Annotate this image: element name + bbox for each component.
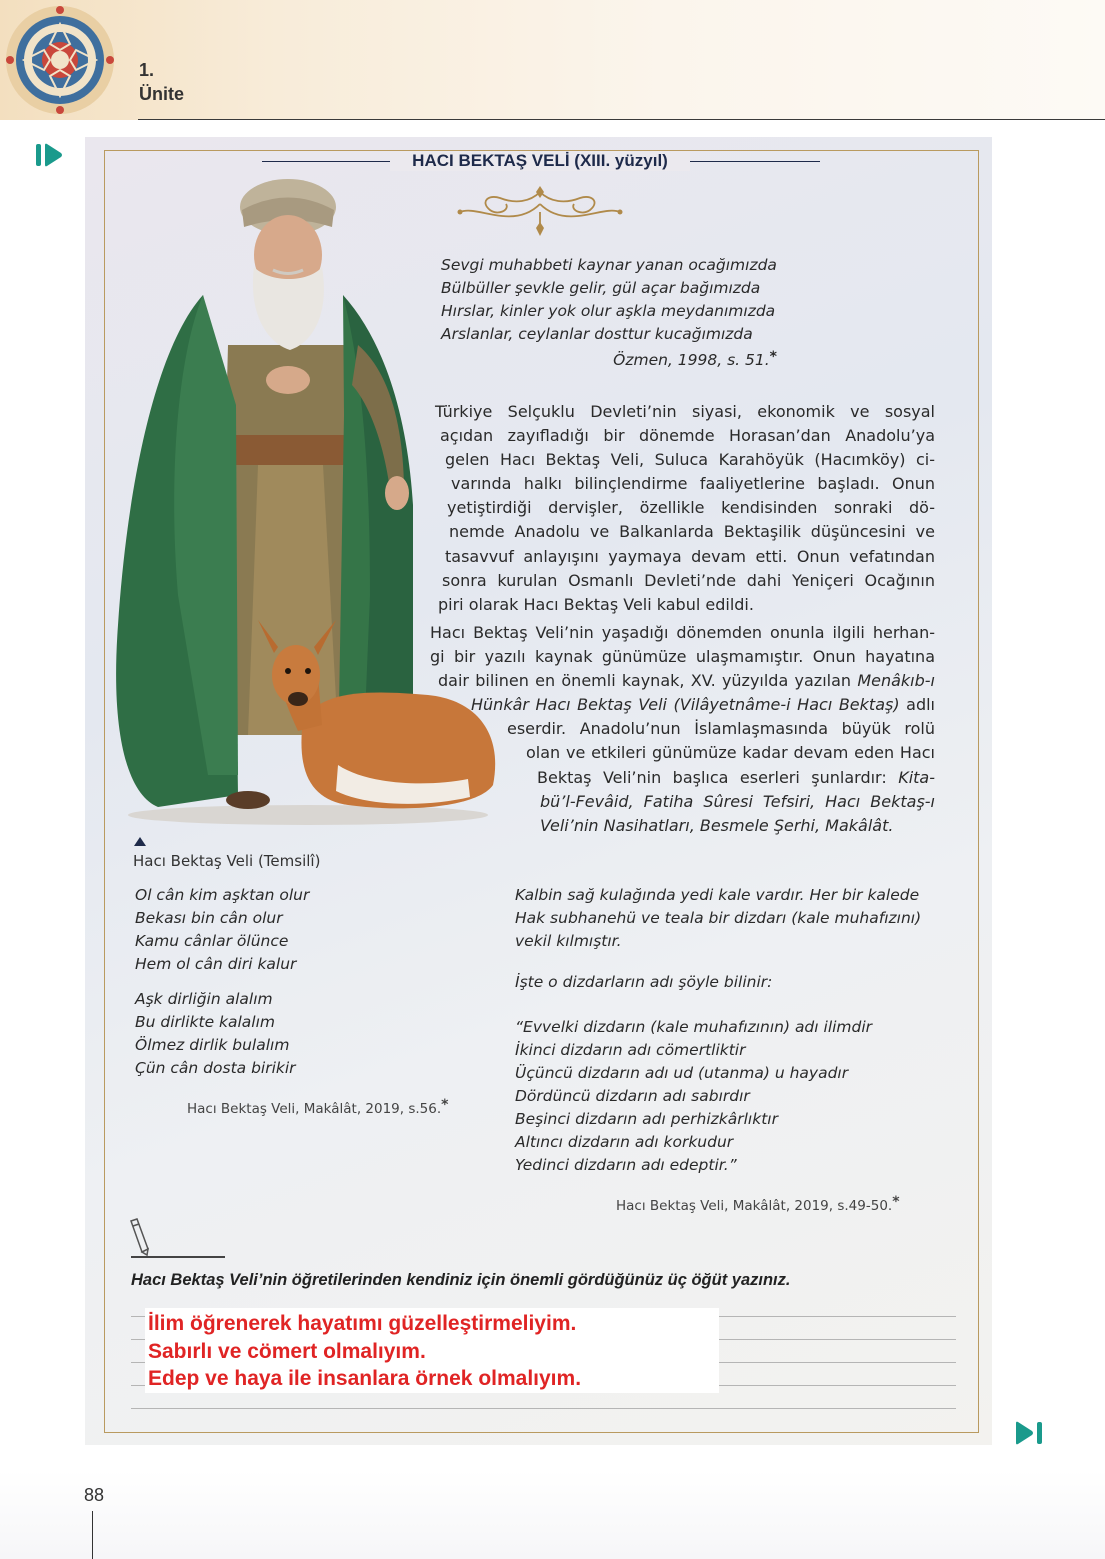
italic-title-run: Kita- <box>898 767 935 787</box>
poem-line: Kamu cânlar ölünce <box>135 932 289 950</box>
footer-band <box>0 1470 1105 1559</box>
paragraph-line: açıdan zayıfladığı bir dönemde Horasan’dan Anadolu’ya <box>440 426 935 446</box>
quote-line: Hak subhanehü ve teala bir dizdarı (kale muhafızını) <box>515 909 922 927</box>
italic-title-run: bü’l-Fevâid, Fatiha Sûresi Tefsiri, Hacı Bektaş-ı <box>540 791 935 811</box>
text-run: dair bilinen en önemli kaynak, XV. yüzyılda yazılan <box>438 671 858 691</box>
poem-line: Sevgi muhabbeti kaynar yanan ocağımızda <box>441 256 777 274</box>
quote-line: Beşinci dizdarın adı perhizkârlıktır <box>515 1110 778 1128</box>
paragraph-line: piri olarak Hacı Bektaş Veli kabul edildi. <box>438 594 754 614</box>
title-rule-right <box>690 161 820 162</box>
quote-line: Kalbin sağ kulağında yedi kale vardır. Her bir kalede <box>515 886 920 904</box>
section-title: HACI BEKTAŞ VELİ (XIII. yüzyıl) <box>390 151 690 171</box>
poem-source <box>441 346 791 372</box>
paragraph-line: gi bir yazılı kaynak günümüze ulaşmamıştır. Onun hayatına <box>430 647 935 667</box>
source-text: Hacı Bektaş Veli, Makâlât, 2019, s.49-50. <box>616 1198 893 1214</box>
poem-line: Çün cân dosta birikir <box>135 1059 296 1077</box>
paragraph-line: tasavvuf anlayışını yaymaya devam etti. Onun vefatından <box>445 546 935 566</box>
quote-line: İkinci dizdarın adı cömertliktir <box>515 1041 746 1059</box>
paragraph-line: sonra kurulan Osmanlı Devleti’nde dahi Yeniçeri Ocağının <box>442 570 935 590</box>
poem-source-text: Özmen, 1998, s. 51. <box>613 351 770 369</box>
quote-gap <box>515 994 945 1016</box>
paragraph-line: Türkiye Selçuklu Devleti’nin siyasi, ekonomik ve sosyal <box>435 402 935 421</box>
quote-line: İşte o dizdarların adı şöyle bilinir: <box>515 973 773 991</box>
poem-line: Bu dirlikte kalalım <box>135 1013 276 1031</box>
caption-triangle-icon <box>134 837 146 846</box>
quote-line: vekil kılmıştır. <box>515 932 622 950</box>
text-run: Bektaş Veli’nin başlıca eserleri şunlardır: <box>537 767 899 787</box>
italic-title-run: Hünkâr Hacı Bektaş Veli (Vilâyetnâme-i Hacı Bektaş) <box>471 695 900 715</box>
paragraph-line <box>540 814 935 838</box>
quote-line: Dördüncü dizdarın adı sabırdır <box>515 1087 750 1105</box>
title-rule-left <box>262 161 392 162</box>
answer-line: Edep ve haya ile insanlara örnek olmalıyım. <box>148 1367 582 1390</box>
paragraph-line: varında halkı bilinçlendirme faaliyetlerine başladı. Onun <box>451 474 935 494</box>
paragraph-line <box>471 693 935 717</box>
stanza-gap <box>135 976 309 988</box>
answer-line: İlim öğrenerek hayatımı güzelleştirmeliyim. <box>148 1312 577 1335</box>
paragraph-line <box>438 669 935 693</box>
poem-line: Hem ol cân diri kalur <box>135 955 297 973</box>
poem-line: Hırslar, kinler yok olur aşkla meydanımızda <box>441 302 776 320</box>
quote-source <box>616 1194 900 1214</box>
page-number-rule <box>92 1511 93 1559</box>
writing-line <box>131 1408 956 1409</box>
paragraph-line: Hacı Bektaş Veli’nin yaşadığı dönemden onunla ilgili herhan- <box>430 623 935 642</box>
page-number: 88 <box>84 1485 105 1505</box>
source-text: Hacı Bektaş Veli, Makâlât, 2019, s.56. <box>187 1101 442 1117</box>
poem-line: Arslanlar, ceylanlar dosttur kucağımızda <box>441 325 753 343</box>
answer-line: Sabırlı ve cömert olmalıyım. <box>148 1339 426 1363</box>
quote-line: “Evvelki dizdarın (kale muhafızının) adı ilimdir <box>515 1018 873 1036</box>
unit-label: Ünite <box>139 84 184 104</box>
paragraph-line: eserdir. Anadolu’nun İslamlaşmasında büyük rolü <box>507 719 935 739</box>
paragraph-line: yetiştirdiği dervişler, özellikle kendisinden sonraki dö- <box>447 498 935 518</box>
paragraph-sources <box>430 621 935 838</box>
ornamental-medallion-icon <box>4 4 116 116</box>
pencil-underline <box>131 1256 225 1258</box>
poem-line: Bekası bin cân olur <box>135 909 283 927</box>
top-poem <box>441 254 791 372</box>
poem-line: Aşk dirliğin alalım <box>135 990 273 1008</box>
makalat-quote <box>515 884 945 1177</box>
image-caption: Hacı Bektaş Veli (Temsilî) <box>133 852 321 870</box>
paragraph-line: nemde Anadolu ve Balkanlarda Bektaşilik düşüncesini ve <box>449 522 935 542</box>
bottom-poem-source <box>187 1097 448 1117</box>
text-run: adlı <box>899 695 935 715</box>
paragraph-history <box>435 400 935 617</box>
paragraph-line <box>537 766 935 790</box>
paragraph-line <box>540 790 935 814</box>
header-divider <box>138 119 1105 120</box>
pencil-icon <box>128 1217 154 1257</box>
quote-line: Yedinci dizdarın adı edeptir.” <box>515 1156 737 1174</box>
section-end-icon <box>1014 1420 1044 1446</box>
unit-number: 1. <box>139 60 155 80</box>
bottom-poem <box>135 884 309 1080</box>
italic-title-run: Menâkıb-ı <box>857 671 935 691</box>
activity-question: Hacı Bektaş Veli’nin öğretilerinden kendiniz için önemli gördüğünüz üç öğüt yazınız. <box>131 1271 791 1289</box>
quote-line: Altıncı dizdarın adı korkudur <box>515 1133 734 1151</box>
paragraph-line: olan ve etkileri günümüze kadar devam eden Hacı <box>526 743 935 763</box>
poem-line: Bülbüller şevkle gelir, gül açar bağımızda <box>441 279 761 297</box>
quote-gap <box>515 953 945 971</box>
poem-line: Ol cân kim aşktan olur <box>135 886 310 904</box>
answer-box[interactable] <box>145 1308 719 1393</box>
italic-title-run: Veli’nin Nasihatları, Besmele Şerhi, Makâlât. <box>540 815 894 835</box>
poem-line: Ölmez dirlik bulalım <box>135 1036 290 1054</box>
paragraph-line: gelen Hacı Bektaş Veli, Suluca Karahöyük (Hacımköy) ci- <box>445 450 935 470</box>
section-start-icon <box>34 142 64 168</box>
footnote-star: * <box>892 1194 900 1210</box>
footnote-star: * <box>441 1097 449 1113</box>
footnote-star: * <box>769 349 777 365</box>
quote-line: Üçüncü dizdarın adı ud (utanma) u hayadır <box>515 1064 849 1082</box>
